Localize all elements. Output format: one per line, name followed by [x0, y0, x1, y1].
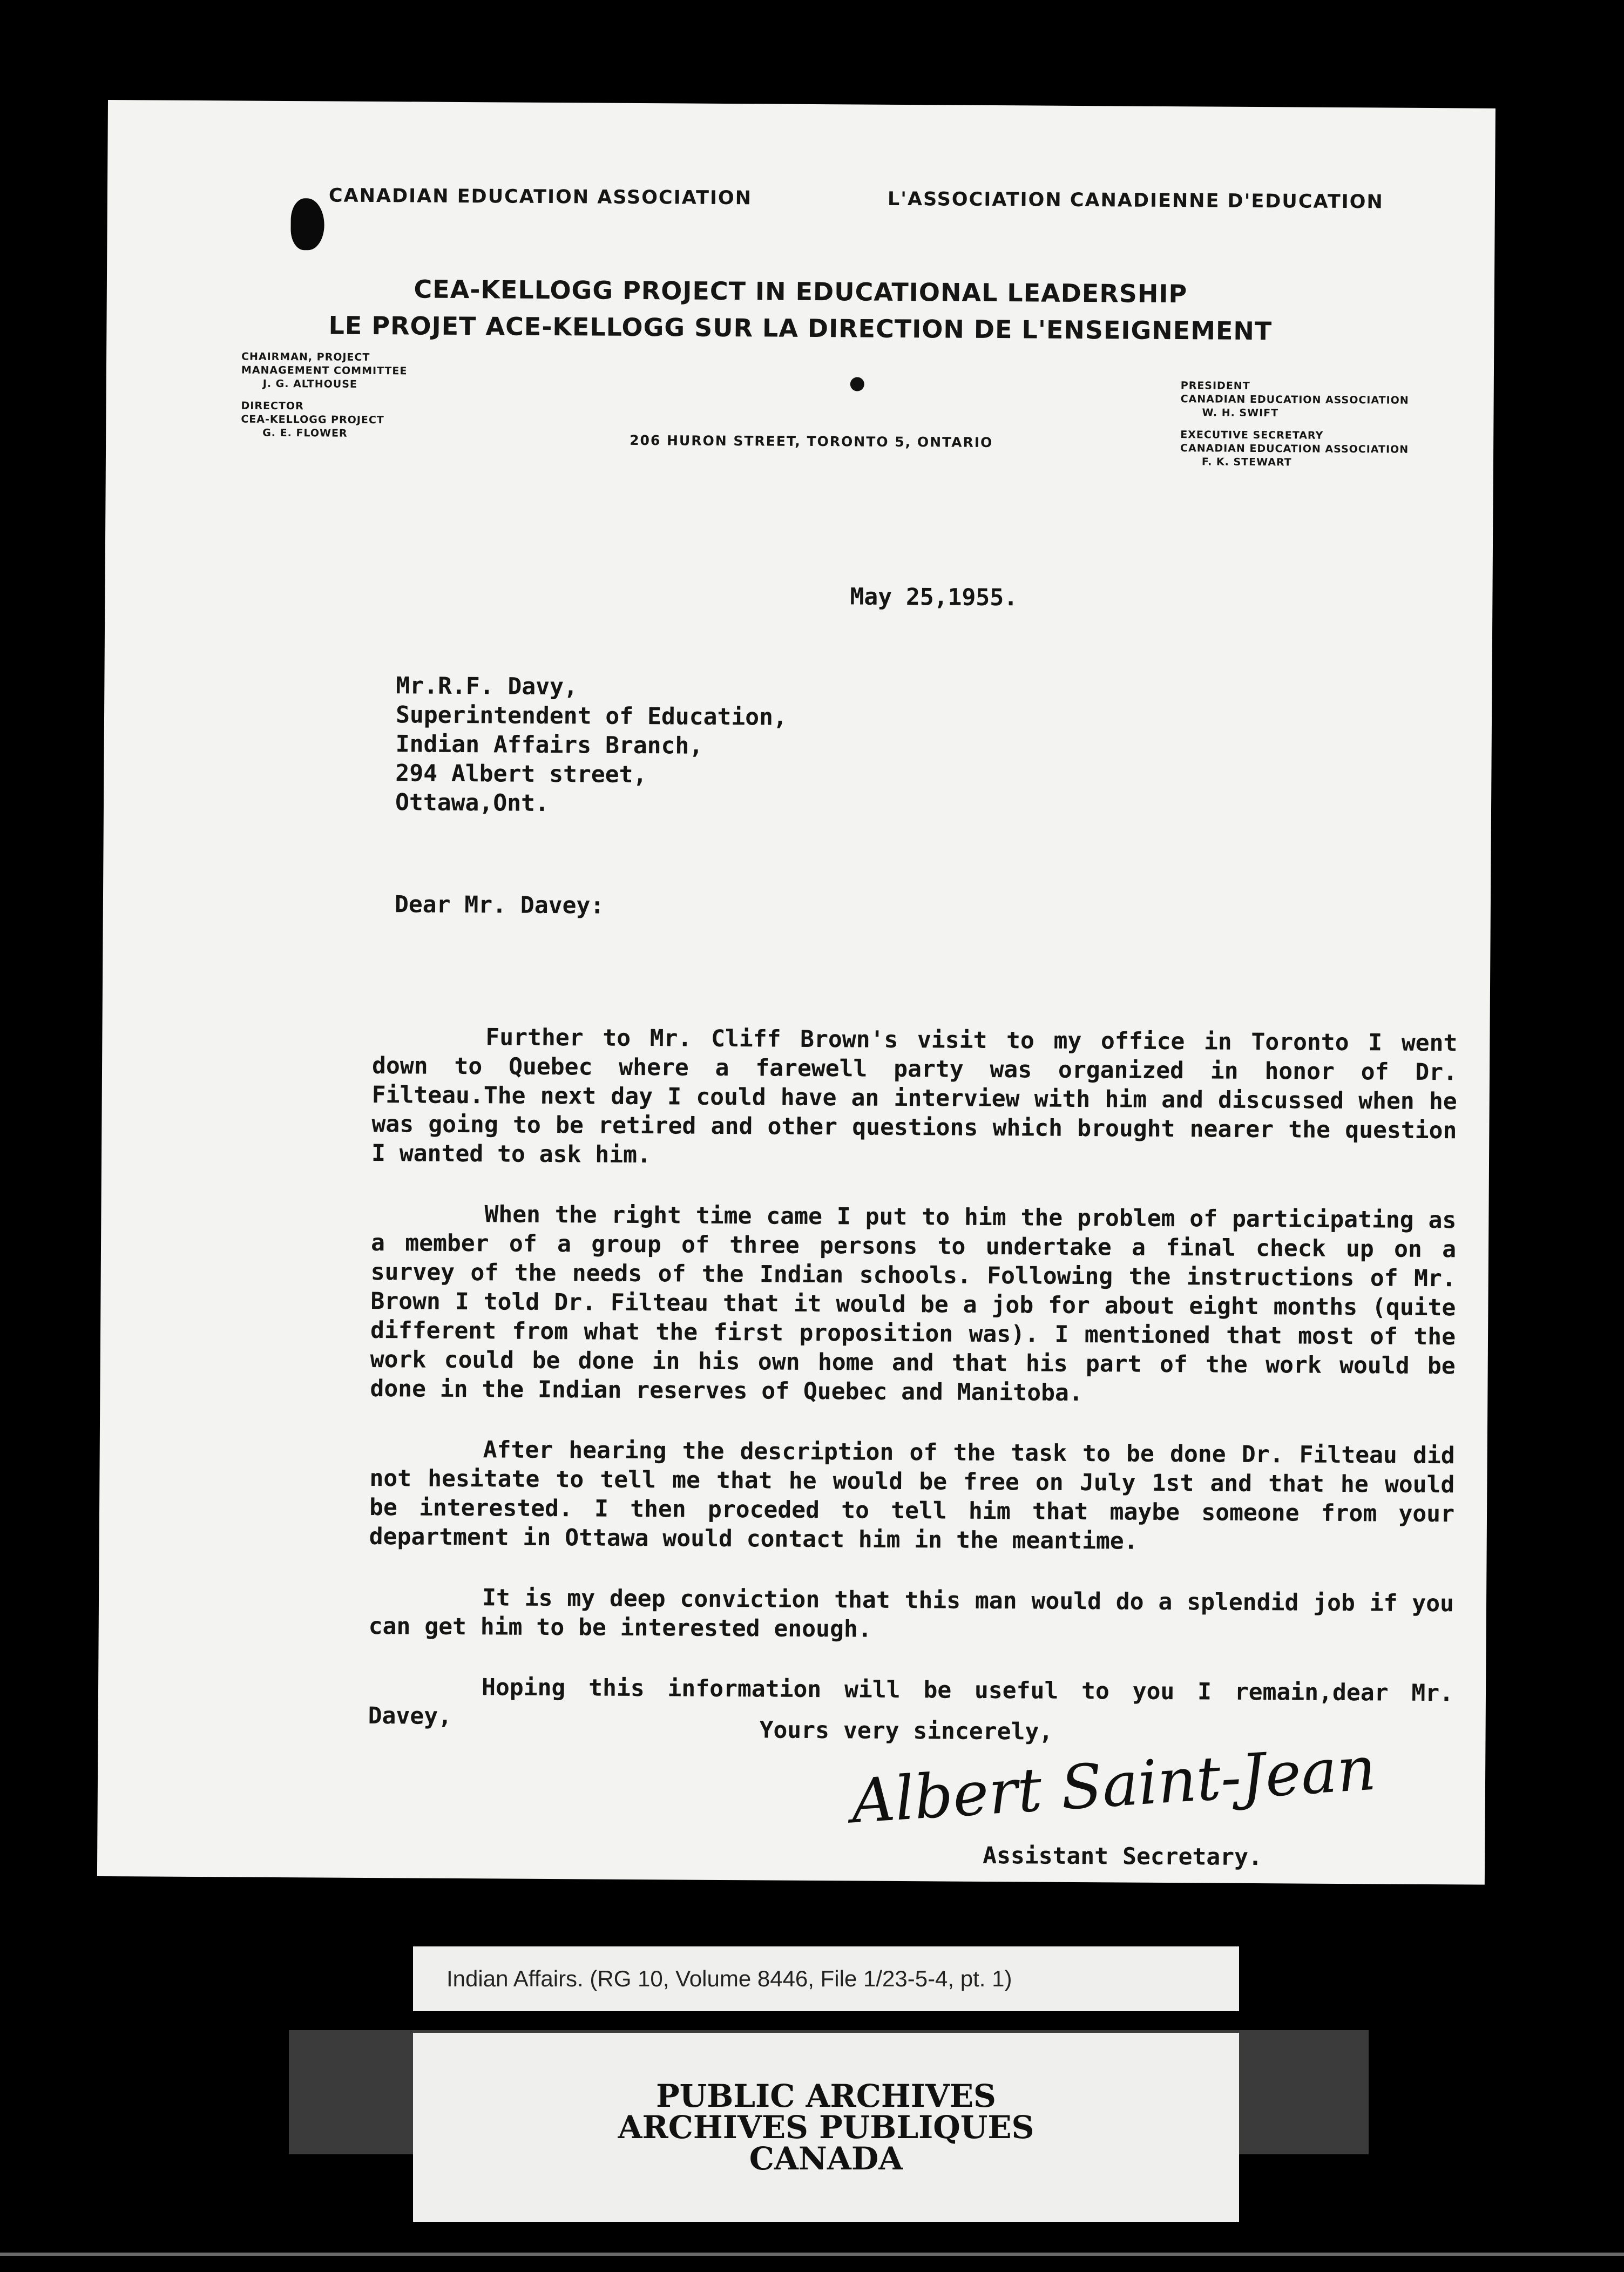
signer-title: Assistant Secretary. — [983, 1842, 1263, 1871]
handwritten-signature: Albert Saint-Jean — [849, 1733, 1378, 1837]
letter-page — [97, 100, 1496, 1885]
director-name: G. E. FLOWER — [262, 427, 348, 439]
president-name: W. H. SWIFT — [1202, 407, 1279, 420]
recipient-address — [395, 671, 788, 819]
body-paragraph: When the right time came I put to him the problem of participating as a member of a group of three persons to undertake a final check up on a survey of the needs of the Indian schools. Following the instructions of Mr. Brown I told Dr. Filteau that it would be a job for about eight months (quite different from what the first proposition was). I mentioned that most of the work could be done in his own home and that his part of the work would be done in the Indian reserves of Quebec and Manitoba. — [370, 1201, 1457, 1407]
recipient-line: Indian Affairs Branch, — [395, 731, 703, 760]
archive-reference-label: Indian Affairs. (RG 10, Volume 8446, File 1/23-5-4, pt. 1) — [413, 1946, 1239, 2011]
right-officers — [1180, 379, 1409, 470]
body-paragraph: After hearing the description of the task to be done Dr. Filteau did not hesitate to tell me that he would be free on July 1st and that he would be interested. I then proceded to tell him that maybe someone from your department in Ottawa would contact him in the meantime. — [369, 1436, 1455, 1555]
letter-body — [368, 1022, 1457, 1768]
recipient-line: Superintendent of Education, — [395, 701, 788, 731]
org-name-french: L'ASSOCIATION CANADIENNE D'EDUCATION — [887, 188, 1384, 213]
archive-stamp — [413, 2033, 1239, 2222]
body-paragraph: It is my deep conviction that this man would do a splendid job if you can get him to be interested enough. — [368, 1584, 1454, 1643]
org-name-english: CANADIAN EDUCATION ASSOCIATION — [328, 185, 753, 209]
archive-stamp-line: CANADA — [749, 2140, 903, 2177]
salutation: Dear Mr. Davey: — [394, 891, 605, 919]
chairman-title-1: CHAIRMAN, PROJECT — [241, 350, 370, 363]
archive-stamp-line: PUBLIC ARCHIVES — [656, 2078, 996, 2114]
chairman-title-2: MANAGEMENT COMMITTEE — [241, 364, 408, 377]
punch-hole — [290, 198, 324, 250]
secretary-name: F. K. STEWART — [1201, 456, 1292, 469]
director-title-2: CEA-KELLOGG PROJECT — [241, 413, 384, 427]
project-title-french: LE PROJET ACE-KELLOGG SUR LA DIRECTION DE L'ENSEIGNEMENT — [328, 310, 1273, 346]
recipient-line: Mr.R.F. Davy, — [396, 672, 578, 701]
film-edge-line — [0, 2253, 1624, 2256]
letterhead-dot — [850, 377, 864, 391]
president-title-1: PRESIDENT — [1180, 380, 1250, 392]
body-paragraph: Hoping this information will be useful to you I remain,dear Mr. Davey, — [368, 1674, 1454, 1730]
project-title-english: CEA-KELLOGG PROJECT IN EDUCATIONAL LEADERSHIP — [414, 274, 1188, 309]
body-paragraph: Further to Mr. Cliff Brown's visit to my office in Toronto I went down to Quebec where a farewell party was organized in honor of Dr. Filteau.The next day I could have an interview with him and discussed when he was going to be retired and other questions which brought nearer the question I wanted to ask him. — [371, 1024, 1458, 1169]
left-officers — [241, 350, 407, 441]
letter-date: May 25,1955. — [850, 583, 1018, 612]
closing: Yours very sincerely, — [759, 1716, 1053, 1746]
chairman-name: J. G. ALTHOUSE — [262, 377, 357, 390]
recipient-line: Ottawa,Ont. — [395, 789, 549, 817]
archive-stamp-line: ARCHIVES PUBLIQUES — [618, 2109, 1034, 2146]
secretary-title-1: EXECUTIVE SECRETARY — [1180, 429, 1324, 442]
president-title-2: CANADIAN EDUCATION ASSOCIATION — [1180, 393, 1409, 407]
letterhead-address: 206 HURON STREET, TORONTO 5, ONTARIO — [630, 432, 993, 451]
director-title-1: DIRECTOR — [241, 400, 304, 413]
recipient-line: 294 Albert street, — [395, 760, 647, 789]
secretary-title-2: CANADIAN EDUCATION ASSOCIATION — [1180, 442, 1409, 456]
